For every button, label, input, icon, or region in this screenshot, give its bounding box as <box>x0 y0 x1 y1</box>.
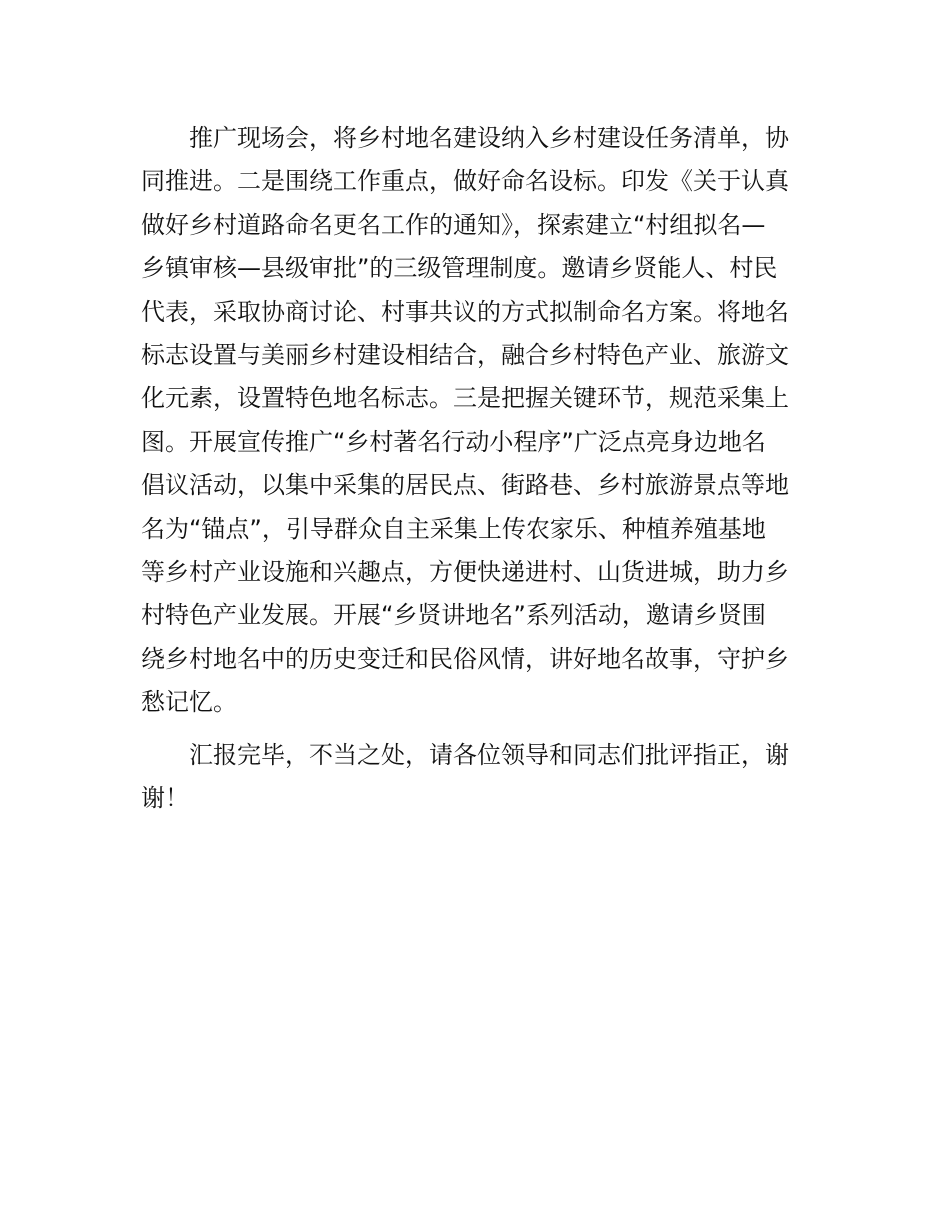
text-line: 标志设置与美丽乡村建设相结合，融合乡村特色产业、旅游文 <box>141 341 789 370</box>
text-line: 谢！ <box>141 784 189 813</box>
text-line: 乡镇审核—县级审批”的三级管理制度。邀请乡贤能人、村民 <box>141 254 778 283</box>
text-line: 村特色产业发展。开展“乡贤讲地名”系列活动，邀请乡贤围 <box>141 601 766 630</box>
paragraph-2 <box>141 734 813 821</box>
text-line: 做好乡村道路命名更名工作的通知》，探索建立“村组拟名— <box>141 210 766 239</box>
text-line: 汇报完毕，不当之处，请各位领导和同志们批评指正，谢 <box>189 740 789 769</box>
body-text <box>141 117 813 821</box>
text-line: 推广现场会，将乡村地名建设纳入乡村建设任务清单，协 <box>189 124 789 152</box>
text-line: 名为“锚点”，引导群众自主采集上传农家乐、种植养殖基地 <box>141 514 766 543</box>
text-line: 绕乡村地名中的历史变迁和民俗风情，讲好地名故事，守护乡 <box>141 644 789 673</box>
text-line: 同推进。二是围绕工作重点，做好命名设标。印发《关于认真 <box>141 167 789 196</box>
text-line: 图。开展宣传推广“乡村著名行动小程序”广泛点亮身边地名 <box>141 427 766 456</box>
text-line: 愁记忆。 <box>141 688 237 717</box>
text-line: 代表，采取协商讨论、村事共议的方式拟制命名方案。将地名 <box>141 297 789 326</box>
paragraph-spacer <box>141 725 813 734</box>
text-line: 化元素，设置特色地名标志。三是把握关键环节，规范采集上 <box>141 384 789 413</box>
text-line: 倡议活动，以集中采集的居民点、街路巷、乡村旅游景点等地 <box>141 471 789 500</box>
text-line: 等乡村产业设施和兴趣点，方便快递进村、山货进城，助力乡 <box>141 558 789 587</box>
paragraph-1 <box>141 117 813 725</box>
